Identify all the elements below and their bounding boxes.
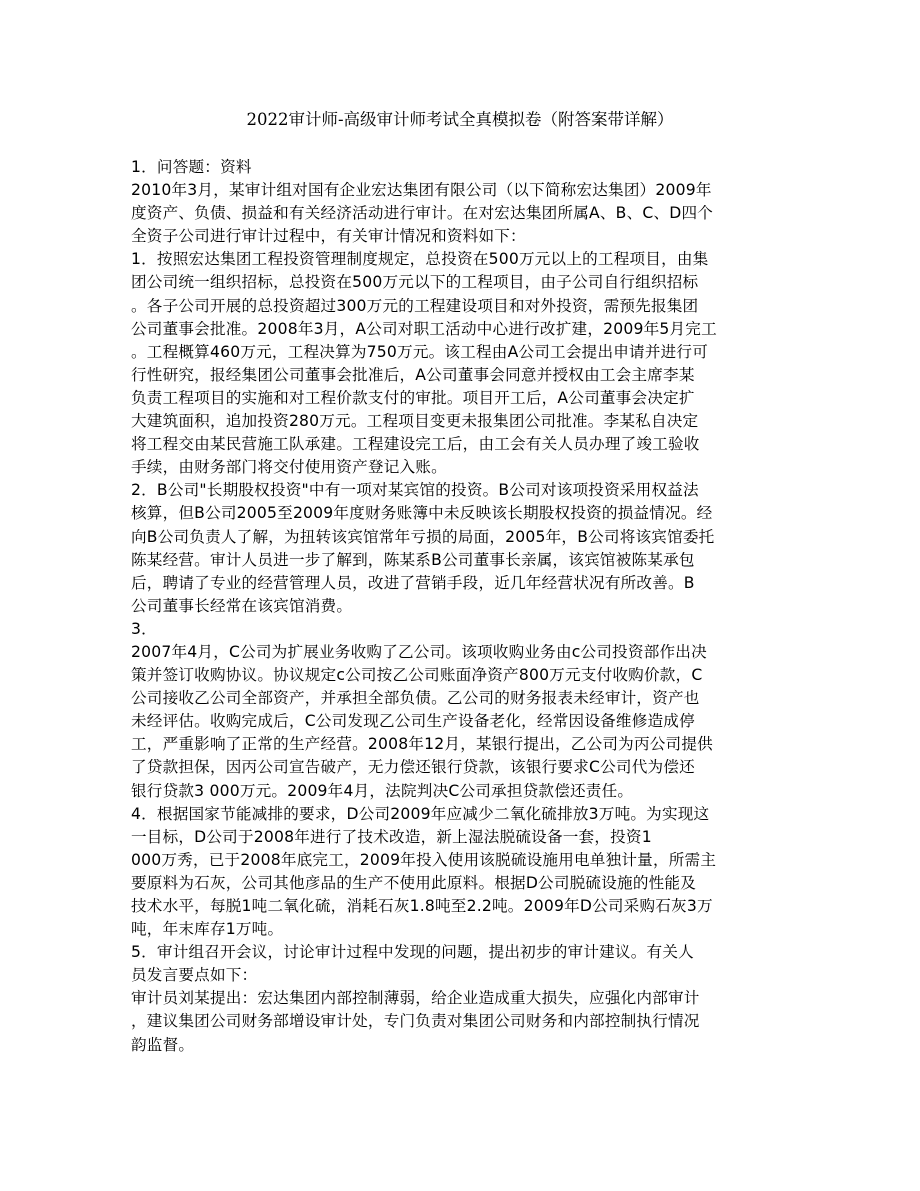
text-line: 公司董事会批准。2008年3月，A公司对职工活动中心进行改扩建，2009年5月完工 bbox=[131, 319, 717, 338]
text-line: 2010年3月，某审计组对国有企业宏达集团有限公司（以下简称宏达集团）2009年 bbox=[131, 181, 712, 200]
text-line: 策并签订收购协议。协议规定c公司按乙公司账面净资产800万元支付收购价款，C bbox=[131, 666, 703, 685]
document-title: 2022审计师-高级审计师考试全真模拟卷（附答案带详解） bbox=[246, 110, 674, 129]
text-line: 2007年4月，C公司为扩展业务收购了乙公司。该项收购业务由c公司投资部作出决 bbox=[131, 642, 707, 661]
text-line: 韵监督。 bbox=[131, 1035, 195, 1054]
text-line: 行性研究，报经集团公司董事会批准后，A公司董事会同意并授权由工会主席李某 bbox=[131, 365, 695, 384]
text-line: 工，严重影响了正常的生产经营。2008年12月，某银行提出，乙公司为丙公司提供 bbox=[131, 735, 713, 754]
text-line: 大建筑面积，追加投资280万元。工程项目变更未报集团公司批准。李某私自决定 bbox=[131, 412, 699, 431]
text-line: 核算，但B公司2005至2009年度财务账簿中未反映该长期股权投资的损益情况。经 bbox=[131, 504, 713, 523]
text-line: 手续，由财务部门将交付使用资产登记入账。 bbox=[131, 458, 447, 477]
text-line: 团公司统一组织招标，总投资在500万元以下的工程项目，由子公司自行组织招标 bbox=[131, 273, 699, 292]
text-line: 员发言要点如下： bbox=[131, 966, 258, 985]
text-line: 要原料为石灰，公司其他彦品的生产不使用此原料。根据D公司脱硫设施的性能及 bbox=[131, 873, 696, 892]
text-line: 将工程交由某民营施工队承建。工程建设完工后，由工会有关人员办理了竣工验收 bbox=[131, 435, 700, 454]
document-body bbox=[131, 156, 791, 1057]
text-line: 1．问答题：资料 bbox=[131, 158, 252, 176]
text-line: 吨，年末库存1万吨。 bbox=[131, 920, 284, 939]
text-line: 未经评估。收购完成后，C公司发现乙公司生产设备老化，经常因设备维修造成停 bbox=[131, 712, 695, 731]
text-line: 公司董事长经常在该宾馆消费。 bbox=[131, 596, 353, 615]
text-line: 公司接收乙公司全部资产，并承担全部负债。乙公司的财务报表未经审计，资产也 bbox=[131, 689, 700, 708]
text-line: 负责工程项目的实施和对工程价款支付的审批。项目开工后，A公司董事会决定扩 bbox=[131, 388, 695, 407]
text-line: 审计员刘某提出：宏达集团内部控制薄弱，给企业造成重大损失，应强化内部审计 bbox=[131, 989, 700, 1008]
text-line: 全资子公司进行审计过程中，有关审计情况和资料如下： bbox=[131, 227, 526, 246]
text-line: 。工程概算460万元，工程决算为750万元。该工程由A公司工会提出申请并进行可 bbox=[131, 342, 708, 361]
text-line: 000万秀，已于2008年底完工，2009年投入使用该脱硫设施用电单独计量，所需主 bbox=[131, 850, 717, 869]
text-line: ，建议集团公司财务部增设审计处，专门负责对集团公司财务和内部控制执行情况 bbox=[131, 1012, 700, 1031]
text-line: 1．按照宏达集团工程投资管理制度规定，总投资在500万元以上的工程项目，由集 bbox=[131, 250, 709, 269]
text-line: 4．根据国家节能减排的要求，D公司2009年应减少二氧化硫排放3万吨。为实现这 bbox=[131, 804, 710, 823]
text-line: 2．B公司"长期股权投资"中有一项对某宾馆的投资。B公司对该项投资采用权益法 bbox=[131, 481, 699, 500]
text-line: 陈某经营。审计人员进一步了解到，陈某系B公司董事长亲属，该宾馆被陈某承包 bbox=[131, 550, 695, 569]
text-line: 向B公司负责人了解，为扭转该宾馆常年亏损的局面，2005年，B公司将该宾馆委托 bbox=[131, 527, 715, 546]
text-line: 银行贷款3 000万元。2009年4月，法院判决C公司承担贷款偿还责任。 bbox=[131, 781, 634, 800]
text-line: 技术水平，每脱1吨二氧化硫，消耗石灰1.8吨至2.2吨。2009年D公司采购石灰3万 bbox=[131, 897, 713, 915]
text-line: 后，聘请了专业的经营管理人员，改进了营销手段，近几年经营状况有所改善。B bbox=[131, 573, 695, 592]
text-line: 了贷款担保，因丙公司宣告破产，无力偿还银行贷款，该银行要求C公司代为偿还 bbox=[131, 758, 695, 777]
text-line: 3． bbox=[131, 619, 157, 638]
text-line: 一目标，D公司于2008年进行了技术改造，新上湿法脱硫设备一套，投资1 bbox=[131, 827, 652, 846]
text-line: 度资产、负债、损益和有关经济活动进行审计。在对宏达集团所属A、B、C、D四个 bbox=[131, 204, 714, 223]
text-line: 5．审计组召开会议，讨论审计过程中发现的问题，提出初步的审计建议。有关人 bbox=[131, 943, 694, 962]
text-line: 。各子公司开展的总投资超过300万元的工程建设项目和对外投资，需预先报集团 bbox=[131, 296, 699, 315]
